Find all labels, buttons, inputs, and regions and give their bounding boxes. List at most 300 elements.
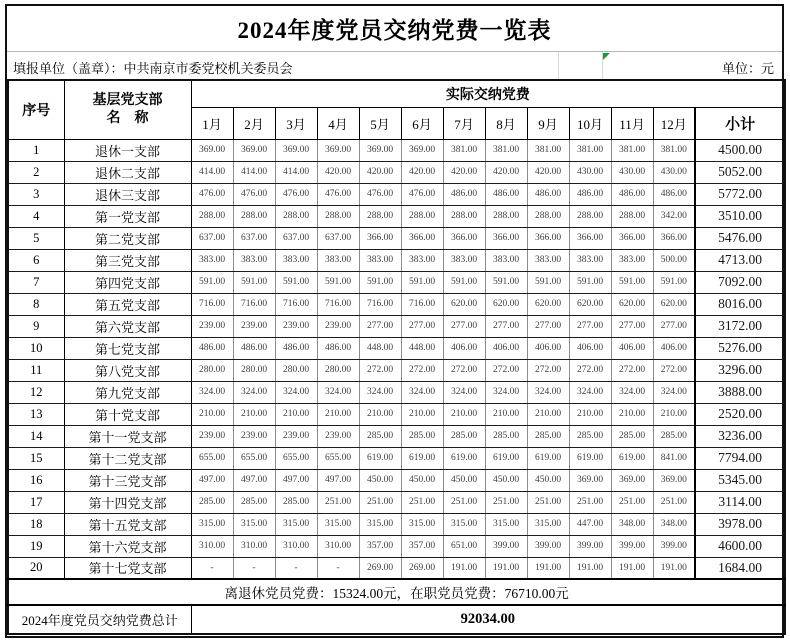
month-value: 210.00 <box>233 403 275 425</box>
row-index: 18 <box>8 513 64 535</box>
month-value: 369.00 <box>191 139 233 161</box>
branch-name: 第六党支部 <box>64 315 191 337</box>
row-index: 3 <box>8 183 64 205</box>
month-value: 251.00 <box>401 491 443 513</box>
month-value: 366.00 <box>401 227 443 249</box>
category-summary: 离退休党员党费：15324.00元，在职党员党费：76710.00元 <box>8 579 785 605</box>
month-value: 315.00 <box>443 513 485 535</box>
month-value: 381.00 <box>485 139 527 161</box>
month-value: 486.00 <box>485 183 527 205</box>
month-value: 447.00 <box>569 513 611 535</box>
month-value: 381.00 <box>611 139 653 161</box>
month-value: 619.00 <box>401 447 443 469</box>
month-value: 285.00 <box>653 425 695 447</box>
header-month: 3月 <box>275 107 317 139</box>
month-value: 288.00 <box>443 205 485 227</box>
branch-name: 第十七党支部 <box>64 557 191 579</box>
month-value: 841.00 <box>653 447 695 469</box>
month-value: 399.00 <box>653 535 695 557</box>
month-value: 591.00 <box>359 271 401 293</box>
month-value: 414.00 <box>233 161 275 183</box>
header-month: 6月 <box>401 107 443 139</box>
table-row <box>8 337 785 359</box>
total-label: 2024年度党员交纳党费总计 <box>8 605 191 634</box>
month-value: 315.00 <box>317 513 359 535</box>
month-value: 406.00 <box>611 337 653 359</box>
month-value: 716.00 <box>317 293 359 315</box>
table-row <box>8 535 785 557</box>
month-value: 655.00 <box>275 447 317 469</box>
month-value: 285.00 <box>443 425 485 447</box>
month-value: 272.00 <box>653 359 695 381</box>
month-value: 210.00 <box>611 403 653 425</box>
month-value: 239.00 <box>317 315 359 337</box>
month-value: 210.00 <box>401 403 443 425</box>
month-value: 251.00 <box>527 491 569 513</box>
row-subtotal: 3296.00 <box>695 359 785 381</box>
table-row <box>8 469 785 491</box>
month-value: 285.00 <box>359 425 401 447</box>
table-row <box>8 293 785 315</box>
row-subtotal: 5276.00 <box>695 337 785 359</box>
month-value: 285.00 <box>485 425 527 447</box>
month-value: 486.00 <box>611 183 653 205</box>
month-value: 342.00 <box>653 205 695 227</box>
month-value: - <box>233 557 275 579</box>
header-index: 序号 <box>8 80 64 139</box>
unit-label: 单位：元 <box>721 61 774 76</box>
month-value: 324.00 <box>191 381 233 403</box>
table-row <box>8 491 785 513</box>
month-value: 366.00 <box>485 227 527 249</box>
month-value: 620.00 <box>527 293 569 315</box>
month-value: 210.00 <box>485 403 527 425</box>
month-value: 288.00 <box>401 205 443 227</box>
month-value: 591.00 <box>233 271 275 293</box>
branch-name: 第一党支部 <box>64 205 191 227</box>
month-value: 619.00 <box>611 447 653 469</box>
month-value: 651.00 <box>443 535 485 557</box>
month-value: 420.00 <box>527 161 569 183</box>
header-month: 4月 <box>317 107 359 139</box>
month-value: 383.00 <box>485 249 527 271</box>
month-value: 315.00 <box>275 513 317 535</box>
table-body <box>8 139 785 579</box>
month-value: 486.00 <box>653 183 695 205</box>
table-row <box>8 447 785 469</box>
month-value: 210.00 <box>317 403 359 425</box>
month-value: 285.00 <box>233 491 275 513</box>
month-value: 476.00 <box>233 183 275 205</box>
row-index: 17 <box>8 491 64 513</box>
month-value: 655.00 <box>317 447 359 469</box>
month-value: 285.00 <box>569 425 611 447</box>
header-month: 2月 <box>233 107 275 139</box>
row-subtotal: 4500.00 <box>695 139 785 161</box>
row-index: 8 <box>8 293 64 315</box>
branch-name: 第十六党支部 <box>64 535 191 557</box>
table-row <box>8 513 785 535</box>
month-value: 324.00 <box>485 381 527 403</box>
month-value: 619.00 <box>527 447 569 469</box>
month-value: 288.00 <box>569 205 611 227</box>
month-value: 357.00 <box>401 535 443 557</box>
month-value: 324.00 <box>359 381 401 403</box>
month-value: - <box>275 557 317 579</box>
month-value: 239.00 <box>191 315 233 337</box>
month-value: 369.00 <box>317 139 359 161</box>
month-value: 288.00 <box>233 205 275 227</box>
row-index: 6 <box>8 249 64 271</box>
month-value: - <box>317 557 359 579</box>
month-value: 497.00 <box>233 469 275 491</box>
row-subtotal: 3114.00 <box>695 491 785 513</box>
month-value: 383.00 <box>359 249 401 271</box>
row-subtotal: 7092.00 <box>695 271 785 293</box>
month-value: 251.00 <box>653 491 695 513</box>
month-value: 591.00 <box>569 271 611 293</box>
month-value: 210.00 <box>443 403 485 425</box>
month-value: 619.00 <box>443 447 485 469</box>
month-value: 620.00 <box>569 293 611 315</box>
month-value: 369.00 <box>611 469 653 491</box>
month-value: 591.00 <box>485 271 527 293</box>
month-value: 383.00 <box>401 249 443 271</box>
month-value: 191.00 <box>485 557 527 579</box>
row-subtotal: 5052.00 <box>695 161 785 183</box>
month-value: 315.00 <box>485 513 527 535</box>
month-value: 239.00 <box>233 425 275 447</box>
month-value: 637.00 <box>275 227 317 249</box>
month-value: 486.00 <box>443 183 485 205</box>
info-row <box>7 52 782 79</box>
month-value: 272.00 <box>569 359 611 381</box>
month-value: 620.00 <box>485 293 527 315</box>
month-value: 591.00 <box>527 271 569 293</box>
month-value: 399.00 <box>527 535 569 557</box>
month-value: 619.00 <box>569 447 611 469</box>
month-value: 277.00 <box>443 315 485 337</box>
month-value: 381.00 <box>443 139 485 161</box>
month-value: 272.00 <box>611 359 653 381</box>
month-value: 324.00 <box>527 381 569 403</box>
month-value: 486.00 <box>233 337 275 359</box>
month-value: 406.00 <box>527 337 569 359</box>
month-value: 420.00 <box>443 161 485 183</box>
month-value: 383.00 <box>569 249 611 271</box>
month-value: 716.00 <box>191 293 233 315</box>
month-value: 406.00 <box>653 337 695 359</box>
title-row <box>7 6 782 52</box>
branch-name: 第二党支部 <box>64 227 191 249</box>
table-row <box>8 183 785 205</box>
branch-name: 第十二党支部 <box>64 447 191 469</box>
month-value: 637.00 <box>191 227 233 249</box>
table-row <box>8 315 785 337</box>
month-value: 383.00 <box>611 249 653 271</box>
month-value: 486.00 <box>317 337 359 359</box>
month-value: 591.00 <box>317 271 359 293</box>
month-value: 383.00 <box>443 249 485 271</box>
month-value: 191.00 <box>569 557 611 579</box>
month-value: 277.00 <box>359 315 401 337</box>
month-value: 324.00 <box>443 381 485 403</box>
month-value: 383.00 <box>191 249 233 271</box>
month-value: 210.00 <box>359 403 401 425</box>
header-branch-name <box>64 80 191 139</box>
month-value: 280.00 <box>233 359 275 381</box>
table-row <box>8 249 785 271</box>
branch-name: 退休一支部 <box>64 139 191 161</box>
branch-name: 退休三支部 <box>64 183 191 205</box>
table-row <box>8 425 785 447</box>
row-index: 7 <box>8 271 64 293</box>
month-value: 716.00 <box>275 293 317 315</box>
month-value: 366.00 <box>653 227 695 249</box>
summary-row <box>8 579 785 605</box>
month-value: 716.00 <box>401 293 443 315</box>
branch-name: 第五党支部 <box>64 293 191 315</box>
month-value: 486.00 <box>527 183 569 205</box>
month-value: 288.00 <box>191 205 233 227</box>
month-value: 191.00 <box>611 557 653 579</box>
row-index: 9 <box>8 315 64 337</box>
month-value: 369.00 <box>233 139 275 161</box>
month-value: 619.00 <box>359 447 401 469</box>
month-value: 591.00 <box>191 271 233 293</box>
month-value: 383.00 <box>275 249 317 271</box>
month-value: 324.00 <box>653 381 695 403</box>
branch-name: 第四党支部 <box>64 271 191 293</box>
month-value: 619.00 <box>485 447 527 469</box>
month-value: 399.00 <box>611 535 653 557</box>
header-subtotal: 小计 <box>695 107 785 139</box>
row-subtotal: 4713.00 <box>695 249 785 271</box>
month-value: 430.00 <box>611 161 653 183</box>
month-value: 272.00 <box>443 359 485 381</box>
month-value: 357.00 <box>359 535 401 557</box>
branch-name: 第九党支部 <box>64 381 191 403</box>
total-value: 92034.00 <box>191 605 785 634</box>
month-value: 366.00 <box>569 227 611 249</box>
branch-name: 第十四党支部 <box>64 491 191 513</box>
row-subtotal: 1684.00 <box>695 557 785 579</box>
month-value: 251.00 <box>317 491 359 513</box>
month-value: 269.00 <box>401 557 443 579</box>
total-row <box>8 605 785 634</box>
branch-name: 第八党支部 <box>64 359 191 381</box>
month-value: 476.00 <box>359 183 401 205</box>
month-value: 383.00 <box>317 249 359 271</box>
month-value: 272.00 <box>359 359 401 381</box>
month-value: 324.00 <box>401 381 443 403</box>
branch-name: 第七党支部 <box>64 337 191 359</box>
month-value: 288.00 <box>611 205 653 227</box>
row-index: 19 <box>8 535 64 557</box>
cell-comment-marker-icon <box>603 53 610 60</box>
month-value: 366.00 <box>527 227 569 249</box>
month-value: 310.00 <box>233 535 275 557</box>
month-value: 655.00 <box>191 447 233 469</box>
table-row <box>8 271 785 293</box>
month-value: 448.00 <box>359 337 401 359</box>
month-value: 366.00 <box>359 227 401 249</box>
month-value: 239.00 <box>191 425 233 447</box>
month-value: 486.00 <box>191 337 233 359</box>
row-index: 10 <box>8 337 64 359</box>
month-value: 414.00 <box>191 161 233 183</box>
header-month: 5月 <box>359 107 401 139</box>
month-value: 280.00 <box>191 359 233 381</box>
month-value: 637.00 <box>233 227 275 249</box>
month-value: 381.00 <box>569 139 611 161</box>
row-subtotal: 4600.00 <box>695 535 785 557</box>
month-value: 486.00 <box>569 183 611 205</box>
page-title: 2024年度党员交纳党费一览表 <box>237 18 552 43</box>
month-value: 383.00 <box>527 249 569 271</box>
month-value: 272.00 <box>527 359 569 381</box>
month-value: 285.00 <box>527 425 569 447</box>
table-row <box>8 557 785 579</box>
branch-name: 第十党支部 <box>64 403 191 425</box>
month-value: 315.00 <box>527 513 569 535</box>
branch-name: 第十一党支部 <box>64 425 191 447</box>
month-value: 251.00 <box>443 491 485 513</box>
row-subtotal: 3888.00 <box>695 381 785 403</box>
row-subtotal: 3978.00 <box>695 513 785 535</box>
month-value: 476.00 <box>317 183 359 205</box>
month-value: 324.00 <box>611 381 653 403</box>
month-value: 366.00 <box>443 227 485 249</box>
month-value: 486.00 <box>275 337 317 359</box>
month-value: 591.00 <box>275 271 317 293</box>
month-value: 288.00 <box>359 205 401 227</box>
month-value: 191.00 <box>653 557 695 579</box>
month-value: 637.00 <box>317 227 359 249</box>
month-value: 716.00 <box>359 293 401 315</box>
month-value: 285.00 <box>275 491 317 513</box>
month-value: 251.00 <box>359 491 401 513</box>
month-value: 450.00 <box>359 469 401 491</box>
month-value: 369.00 <box>359 139 401 161</box>
row-index: 14 <box>8 425 64 447</box>
month-value: 414.00 <box>275 161 317 183</box>
table-row <box>8 161 785 183</box>
month-value: 310.00 <box>317 535 359 557</box>
month-value: 381.00 <box>527 139 569 161</box>
month-value: 450.00 <box>443 469 485 491</box>
row-subtotal: 3172.00 <box>695 315 785 337</box>
month-value: 269.00 <box>359 557 401 579</box>
month-value: 406.00 <box>569 337 611 359</box>
row-subtotal: 3510.00 <box>695 205 785 227</box>
month-value: 620.00 <box>653 293 695 315</box>
row-index: 11 <box>8 359 64 381</box>
month-value: 315.00 <box>233 513 275 535</box>
header-month: 8月 <box>485 107 527 139</box>
month-value: 277.00 <box>611 315 653 337</box>
month-value: 406.00 <box>485 337 527 359</box>
month-value: 406.00 <box>443 337 485 359</box>
month-value: 324.00 <box>233 381 275 403</box>
month-value: 310.00 <box>275 535 317 557</box>
header-branch-line1: 基层党支部 <box>92 93 163 109</box>
month-value: 280.00 <box>275 359 317 381</box>
table-row <box>8 227 785 249</box>
month-value: 430.00 <box>569 161 611 183</box>
branch-name: 第十五党支部 <box>64 513 191 535</box>
month-value: 239.00 <box>275 425 317 447</box>
month-value: 210.00 <box>527 403 569 425</box>
month-value: 251.00 <box>611 491 653 513</box>
month-value: 369.00 <box>569 469 611 491</box>
month-value: 655.00 <box>233 447 275 469</box>
month-value: 210.00 <box>653 403 695 425</box>
header-month: 10月 <box>569 107 611 139</box>
month-value: 288.00 <box>317 205 359 227</box>
month-value: 277.00 <box>569 315 611 337</box>
month-value: 239.00 <box>317 425 359 447</box>
month-value: 591.00 <box>443 271 485 293</box>
month-value: 369.00 <box>653 469 695 491</box>
month-value: 191.00 <box>527 557 569 579</box>
month-value: 315.00 <box>191 513 233 535</box>
row-subtotal: 7794.00 <box>695 447 785 469</box>
month-value: 251.00 <box>485 491 527 513</box>
row-index: 4 <box>8 205 64 227</box>
month-value: 369.00 <box>275 139 317 161</box>
header-actual-dues: 实际交纳党费 <box>191 80 785 107</box>
table-row <box>8 139 785 161</box>
header-month: 7月 <box>443 107 485 139</box>
month-value: 591.00 <box>401 271 443 293</box>
row-index: 20 <box>8 557 64 579</box>
month-value: 500.00 <box>653 249 695 271</box>
header-month: 9月 <box>527 107 569 139</box>
month-value: 272.00 <box>485 359 527 381</box>
month-value: 620.00 <box>443 293 485 315</box>
month-value: 324.00 <box>275 381 317 403</box>
month-value: 324.00 <box>317 381 359 403</box>
row-index: 15 <box>8 447 64 469</box>
month-value: 210.00 <box>191 403 233 425</box>
month-value: - <box>191 557 233 579</box>
month-value: 210.00 <box>569 403 611 425</box>
month-value: 348.00 <box>611 513 653 535</box>
row-index: 5 <box>8 227 64 249</box>
month-value: 324.00 <box>569 381 611 403</box>
month-value: 285.00 <box>611 425 653 447</box>
table-row <box>8 381 785 403</box>
month-value: 399.00 <box>569 535 611 557</box>
month-value: 450.00 <box>527 469 569 491</box>
month-value: 716.00 <box>233 293 275 315</box>
month-value: 310.00 <box>191 535 233 557</box>
month-value: 420.00 <box>359 161 401 183</box>
month-value: 476.00 <box>275 183 317 205</box>
month-value: 591.00 <box>653 271 695 293</box>
row-subtotal: 5772.00 <box>695 183 785 205</box>
month-value: 591.00 <box>611 271 653 293</box>
report-unit-label: 填报单位（盖章）：中共南京市委党校机关委员会 <box>13 61 293 76</box>
month-value: 272.00 <box>401 359 443 381</box>
month-value: 280.00 <box>317 359 359 381</box>
month-value: 239.00 <box>233 315 275 337</box>
dues-table <box>7 79 786 635</box>
row-index: 2 <box>8 161 64 183</box>
month-value: 399.00 <box>485 535 527 557</box>
month-value: 277.00 <box>485 315 527 337</box>
